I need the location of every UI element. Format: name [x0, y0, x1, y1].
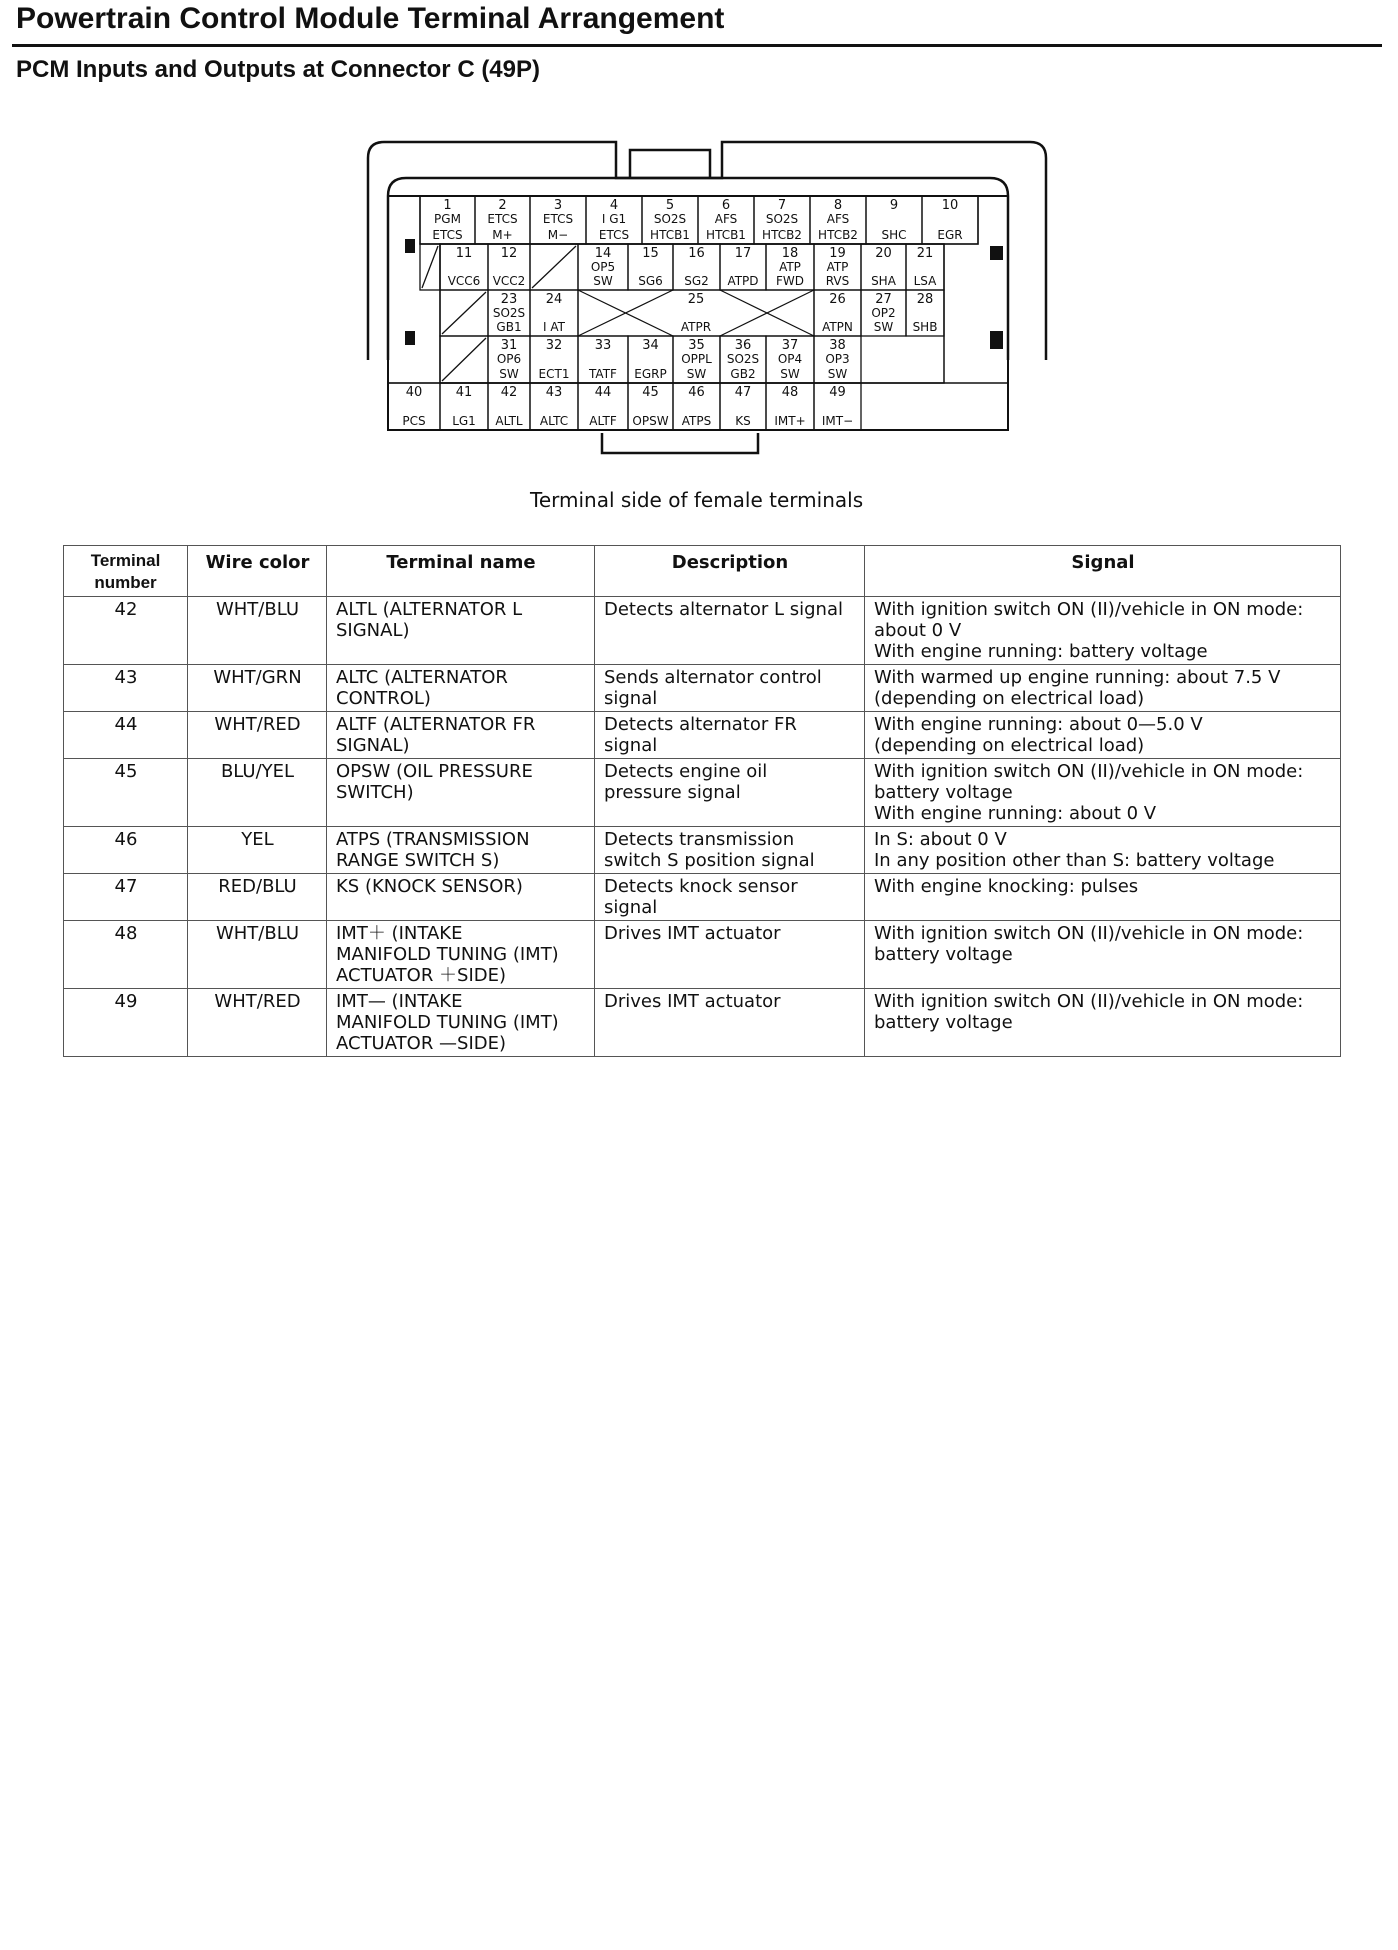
wire-color-cell: YEL	[188, 827, 327, 874]
terminal-number: 19	[829, 246, 846, 261]
terminal-label-bottom: ATPD	[727, 274, 759, 288]
terminal-label-bottom: ALTF	[589, 414, 617, 428]
signal-cell-line: (depending on electrical load)	[874, 688, 1145, 709]
terminal-label-bottom: SG6	[638, 274, 663, 288]
page-title: Powertrain Control Module Terminal Arrangement	[16, 2, 725, 35]
terminal-name-cell-line: IMT＋ (INTAKE	[336, 923, 463, 944]
signal-cell	[865, 874, 1341, 921]
terminal-41	[440, 383, 488, 430]
terminal-number: 17	[734, 246, 752, 261]
description-cell	[595, 921, 865, 989]
terminal-number: 33	[594, 338, 612, 353]
terminal-name-cell	[327, 759, 595, 827]
signal-cell-line: battery voltage	[874, 1012, 1013, 1033]
unused-terminal-slash	[532, 246, 576, 288]
terminal-name-cell	[327, 874, 595, 921]
terminal-blank	[420, 244, 440, 290]
terminal-number: 49	[829, 385, 846, 400]
terminal-name-cell	[327, 989, 595, 1057]
terminal-number: 10	[941, 198, 959, 213]
terminal-24	[530, 290, 578, 336]
signal-cell-line: With engine running: about 0—5.0 V	[874, 714, 1203, 735]
signal-cell-line: With ignition switch ON (II)/vehicle in ON mode:	[874, 599, 1304, 620]
signal-cell	[865, 989, 1341, 1057]
description-cell-line: signal	[604, 688, 658, 709]
terminal-5	[642, 196, 698, 244]
terminal-label-top: AFS	[714, 212, 738, 226]
terminal-number: 24	[545, 292, 563, 307]
terminal-18	[766, 244, 814, 290]
description-cell-line: signal	[604, 735, 658, 756]
description-cell-line: pressure signal	[604, 782, 741, 803]
terminal-6	[698, 196, 754, 244]
terminal-label-bottom: SW	[827, 367, 848, 381]
signal-cell	[865, 827, 1341, 874]
table-row	[64, 712, 1341, 759]
wire-color-cell: WHT/RED	[188, 989, 327, 1057]
terminal-blank	[440, 290, 488, 336]
side-tab-right-bottom	[990, 331, 1003, 349]
terminal-name-cell-line: RANGE SWITCH S)	[336, 850, 500, 871]
wire-color-cell: WHT/RED	[188, 712, 327, 759]
terminal-label-bottom: SW	[593, 274, 613, 288]
description-cell-line: Detects transmission	[604, 829, 795, 850]
terminal-number: 2	[498, 198, 507, 213]
terminal-number: 28	[916, 292, 934, 307]
signal-cell	[865, 921, 1341, 989]
terminal-number: 27	[875, 292, 892, 307]
wire-color-cell: WHT/BLU	[188, 597, 327, 665]
table-row	[64, 759, 1341, 827]
terminal-name-cell	[327, 665, 595, 712]
terminal-number: 21	[916, 246, 934, 261]
terminal-32	[530, 336, 578, 383]
terminal-17	[720, 244, 766, 290]
terminal-label-top: SO2S	[492, 306, 526, 320]
terminal-number: 16	[688, 246, 705, 261]
terminal-label-bottom: OPSW	[632, 414, 669, 428]
terminal-45	[628, 383, 673, 430]
terminal-label-top: ATP	[779, 260, 801, 274]
connector-face	[388, 196, 1008, 430]
terminal-label-bottom: ETCS	[598, 228, 630, 242]
terminal-25	[578, 290, 814, 336]
terminal-label-bottom: SHA	[871, 274, 896, 288]
terminal-number-cell: 43	[64, 665, 188, 712]
terminal-name-cell-line: MANIFOLD TUNING (IMT)	[336, 944, 559, 965]
table-row	[64, 921, 1341, 989]
unused-terminal-slash	[442, 338, 486, 381]
signal-cell-line: With ignition switch ON (II)/vehicle in ON mode:	[874, 923, 1304, 944]
wire-color-cell: RED/BLU	[188, 874, 327, 921]
description-cell-line: Drives IMT actuator	[604, 991, 781, 1012]
side-tab-left-bottom	[405, 331, 415, 345]
bottom-key	[602, 433, 758, 453]
terminal-37	[766, 336, 814, 383]
description-cell	[595, 989, 865, 1057]
connector-diagram	[358, 138, 1050, 464]
terminal-label-bottom: LG1	[452, 414, 476, 428]
terminal-number: 5	[665, 198, 675, 213]
terminal-label-top: ATP	[826, 260, 849, 274]
terminal-number-cell: 47	[64, 874, 188, 921]
terminal-23	[488, 290, 530, 336]
signal-cell-line: With engine running: about 0 V	[874, 803, 1157, 824]
terminal-number: 8	[833, 198, 843, 213]
terminal-number: 32	[545, 338, 563, 353]
terminal-19	[814, 244, 861, 290]
signal-cell	[865, 712, 1341, 759]
terminal-name-cell	[327, 921, 595, 989]
table-header-row	[64, 546, 1341, 597]
terminal-table	[63, 545, 1341, 1057]
signal-cell-line: In S: about 0 V	[874, 829, 1007, 850]
terminal-label-bottom: KS	[735, 414, 751, 428]
terminal-label-bottom: SW	[780, 367, 800, 381]
terminal-label-bottom: FWD	[775, 274, 805, 288]
description-cell-line: Detects knock sensor	[604, 876, 798, 897]
terminal-12	[488, 244, 530, 290]
terminal-name-cell-line: ATPS (TRANSMISSION	[336, 829, 530, 850]
terminal-number: 12	[500, 246, 518, 261]
terminal-label-bottom: ATPS	[681, 414, 712, 428]
terminal-label-bottom: SHC	[881, 228, 907, 242]
terminal-number: 44	[594, 385, 612, 400]
terminal-label-bottom: M−	[547, 228, 569, 242]
table-row	[64, 827, 1341, 874]
terminal-label-bottom: ECT1	[538, 367, 570, 381]
terminal-number: 31	[500, 338, 518, 353]
terminal-name-cell-line: ALTL (ALTERNATOR L	[336, 599, 523, 620]
terminal-name-cell-line: MANIFOLD TUNING (IMT)	[336, 1012, 559, 1033]
terminal-label-bottom: EGR	[937, 228, 963, 242]
terminal-number: 34	[642, 338, 659, 353]
terminal-3	[530, 196, 586, 244]
terminal-label-bottom: ALTL	[495, 414, 523, 428]
description-cell	[595, 827, 865, 874]
terminal-46	[673, 383, 720, 430]
terminal-number: 4	[609, 198, 619, 213]
description-cell-line: signal	[604, 897, 658, 918]
terminal-20	[861, 244, 906, 290]
terminal-36	[720, 336, 766, 383]
description-cell	[595, 759, 865, 827]
description-cell-line: Drives IMT actuator	[604, 923, 781, 944]
header-wire-color: Wire color	[188, 546, 327, 597]
terminal-number: 38	[829, 338, 846, 353]
signal-cell	[865, 759, 1341, 827]
terminal-label-top: OP6	[496, 352, 522, 366]
terminal-number: 36	[734, 338, 752, 353]
terminal-label-bottom: HTCB1	[650, 228, 690, 242]
terminal-label-bottom: SW	[499, 367, 519, 381]
terminal-label-bottom: ATPN	[822, 320, 853, 334]
section-subtitle: PCM Inputs and Outputs at Connector C (49P)	[16, 56, 541, 83]
signal-cell-line: In any position other than S: battery voltage	[874, 850, 1275, 871]
terminal-number: 41	[455, 385, 473, 400]
terminal-number-cell: 46	[64, 827, 188, 874]
terminal-label-bottom: IMT−	[821, 414, 854, 428]
terminal-48	[766, 383, 814, 430]
terminal-number-cell: 49	[64, 989, 188, 1057]
terminal-name-cell-line: KS (KNOCK SENSOR)	[336, 876, 523, 897]
terminal-name-cell	[327, 712, 595, 759]
terminal-number: 18	[781, 246, 799, 261]
terminal-number: 43	[545, 385, 563, 400]
terminal-number: 42	[500, 385, 518, 400]
terminal-number: 46	[688, 385, 705, 400]
terminal-name-cell-line: SIGNAL)	[336, 735, 410, 756]
terminal-1	[420, 196, 475, 244]
terminal-number: 3	[553, 198, 563, 213]
terminal-label-bottom: SHB	[912, 320, 938, 334]
terminal-label-top: OP2	[871, 306, 896, 320]
terminal-9	[866, 196, 922, 244]
terminal-43	[530, 383, 578, 430]
terminal-10	[922, 196, 978, 244]
terminal-31	[488, 336, 530, 383]
terminal-label-top: I G1	[601, 212, 627, 226]
terminal-blank	[440, 336, 488, 383]
signal-cell	[865, 597, 1341, 665]
terminal-label-bottom: ATPR	[680, 320, 712, 334]
signal-cell-line: (depending on electrical load)	[874, 735, 1145, 756]
terminal-name-cell-line: ACTUATOR —SIDE)	[336, 1033, 507, 1054]
terminal-name-cell-line: ALTF (ALTERNATOR FR	[336, 714, 536, 735]
terminal-label-top: ETCS	[487, 212, 518, 226]
table-row	[64, 665, 1341, 712]
terminal-label-top: ETCS	[542, 212, 574, 226]
terminal-33	[578, 336, 628, 383]
terminal-label-top: OP5	[590, 260, 616, 274]
terminal-number-cell: 45	[64, 759, 188, 827]
header-signal: Signal	[865, 546, 1341, 597]
terminal-7	[754, 196, 810, 244]
wire-color-cell: BLU/YEL	[188, 759, 327, 827]
terminal-number-cell: 42	[64, 597, 188, 665]
wire-color-cell: WHT/GRN	[188, 665, 327, 712]
signal-cell-line: With warmed up engine running: about 7.5 V	[874, 667, 1281, 688]
terminal-21	[906, 244, 944, 290]
terminal-42	[488, 383, 530, 430]
terminal-label-top: OP3	[825, 352, 850, 366]
terminal-number: 1	[443, 198, 452, 213]
terminal-number: 48	[781, 385, 799, 400]
terminal-number: 26	[829, 292, 846, 307]
title-divider	[12, 44, 1382, 47]
terminal-label-bottom: SW	[686, 367, 707, 381]
terminal-number: 15	[642, 246, 659, 261]
terminal-number: 6	[721, 198, 731, 213]
terminal-11	[440, 244, 488, 290]
table-row	[64, 597, 1341, 665]
terminal-name-cell-line: SIGNAL)	[336, 620, 410, 641]
terminal-34	[628, 336, 673, 383]
terminal-name-cell	[327, 827, 595, 874]
description-cell	[595, 874, 865, 921]
terminal-label-bottom: EGRP	[634, 367, 667, 381]
terminal-label-bottom: HTCB2	[762, 228, 802, 242]
terminal-label-bottom: VCC6	[447, 274, 481, 288]
description-cell-line: switch S position signal	[604, 850, 815, 871]
terminal-label-top: SO2S	[726, 352, 760, 366]
side-tab-right-top	[990, 246, 1003, 260]
header-terminal-number: Terminal number	[64, 546, 188, 597]
side-tab-left-top	[405, 239, 415, 253]
terminal-8	[810, 196, 866, 244]
terminal-label-bottom: TATF	[589, 367, 617, 381]
signal-cell-line: battery voltage	[874, 782, 1013, 803]
diagram-caption: Terminal side of female terminals	[530, 488, 864, 512]
terminal-number-cell: 48	[64, 921, 188, 989]
terminal-38	[814, 336, 861, 383]
terminal-28	[906, 290, 944, 336]
terminal-number: 37	[781, 338, 799, 353]
terminal-label-bottom: PCS	[402, 414, 426, 428]
terminal-label-bottom: GB1	[496, 320, 522, 334]
terminal-label-bottom: VCC2	[492, 274, 526, 288]
terminal-label-bottom: ETCS	[432, 228, 463, 242]
terminal-name-cell-line: ACTUATOR ＋SIDE)	[336, 965, 507, 986]
terminal-number: 7	[777, 198, 787, 213]
terminal-name-cell	[327, 597, 595, 665]
description-cell	[595, 665, 865, 712]
terminal-35	[673, 336, 720, 383]
terminal-label-bottom: ALTC	[539, 414, 569, 428]
terminal-15	[628, 244, 673, 290]
terminal-name-cell-line: CONTROL)	[336, 688, 431, 709]
terminal-blank	[530, 244, 578, 290]
terminal-label-top: OP4	[777, 352, 803, 366]
terminal-14	[578, 244, 628, 290]
signal-cell-line: With ignition switch ON (II)/vehicle in ON mode:	[874, 991, 1304, 1012]
terminal-26	[814, 290, 861, 336]
header-terminal-name: Terminal name	[327, 546, 595, 597]
terminal-number: 14	[594, 246, 612, 261]
wire-color-cell: WHT/BLU	[188, 921, 327, 989]
terminal-label-bottom: GB2	[730, 367, 756, 381]
signal-cell-line: With engine running: battery voltage	[874, 641, 1208, 662]
terminal-number: 20	[875, 246, 892, 261]
top-latch	[630, 150, 710, 178]
terminal-name-cell-line: SWITCH)	[336, 782, 414, 803]
table-row	[64, 989, 1341, 1057]
terminal-number: 40	[405, 385, 423, 400]
terminal-label-bottom: M+	[492, 228, 513, 242]
description-cell	[595, 597, 865, 665]
terminal-name-cell-line: ALTC (ALTERNATOR	[336, 667, 508, 688]
terminal-40	[388, 383, 440, 430]
signal-cell-line: battery voltage	[874, 944, 1013, 965]
description-cell-line: Detects alternator FR	[604, 714, 797, 735]
description-cell	[595, 712, 865, 759]
terminal-49	[814, 383, 861, 430]
terminal-label-bottom: LSA	[913, 274, 937, 288]
terminal-number: 9	[889, 198, 899, 213]
description-cell-line: Detects engine oil	[604, 761, 768, 782]
terminal-label-top: SO2S	[765, 212, 799, 226]
description-cell-line: Sends alternator control	[604, 667, 822, 688]
terminal-16	[673, 244, 720, 290]
unused-terminal-slash	[442, 292, 486, 334]
terminal-4	[586, 196, 642, 244]
terminal-label-top: OPPL	[681, 352, 712, 366]
signal-cell-line: about 0 V	[874, 620, 962, 641]
signal-cell	[865, 665, 1341, 712]
terminal-number: 25	[687, 292, 705, 307]
terminal-label-bottom: HTCB1	[706, 228, 746, 242]
terminal-label-bottom: IMT+	[774, 414, 806, 428]
terminal-label-top: AFS	[826, 212, 850, 226]
terminal-label-bottom: HTCB2	[818, 228, 858, 242]
terminal-number: 47	[734, 385, 752, 400]
terminal-label-bottom: RVS	[825, 274, 850, 288]
signal-cell-line: With ignition switch ON (II)/vehicle in ON mode:	[874, 761, 1304, 782]
description-cell-line: Detects alternator L signal	[604, 599, 843, 620]
terminal-number: 23	[500, 292, 518, 307]
terminal-number: 35	[688, 338, 705, 353]
terminal-47	[720, 383, 766, 430]
terminal-27	[861, 290, 906, 336]
terminal-label-bottom: SG2	[684, 274, 709, 288]
terminal-number-cell: 44	[64, 712, 188, 759]
terminal-number: 11	[455, 246, 473, 261]
terminal-label-bottom: SW	[873, 320, 894, 334]
table-row	[64, 874, 1341, 921]
terminal-name-cell-line: OPSW (OIL PRESSURE	[336, 761, 533, 782]
terminal-name-cell-line: IMT— (INTAKE	[336, 991, 463, 1012]
terminal-label-top: PGM	[434, 212, 461, 226]
terminal-number: 45	[642, 385, 659, 400]
terminal-label-top: SO2S	[653, 212, 687, 226]
terminal-label-bottom: I AT	[543, 320, 565, 334]
terminal-44	[578, 383, 628, 430]
terminal-2	[475, 196, 530, 244]
unused-terminal-slash	[422, 246, 438, 288]
header-description: Description	[595, 546, 865, 597]
signal-cell-line: With engine knocking: pulses	[874, 876, 1139, 897]
